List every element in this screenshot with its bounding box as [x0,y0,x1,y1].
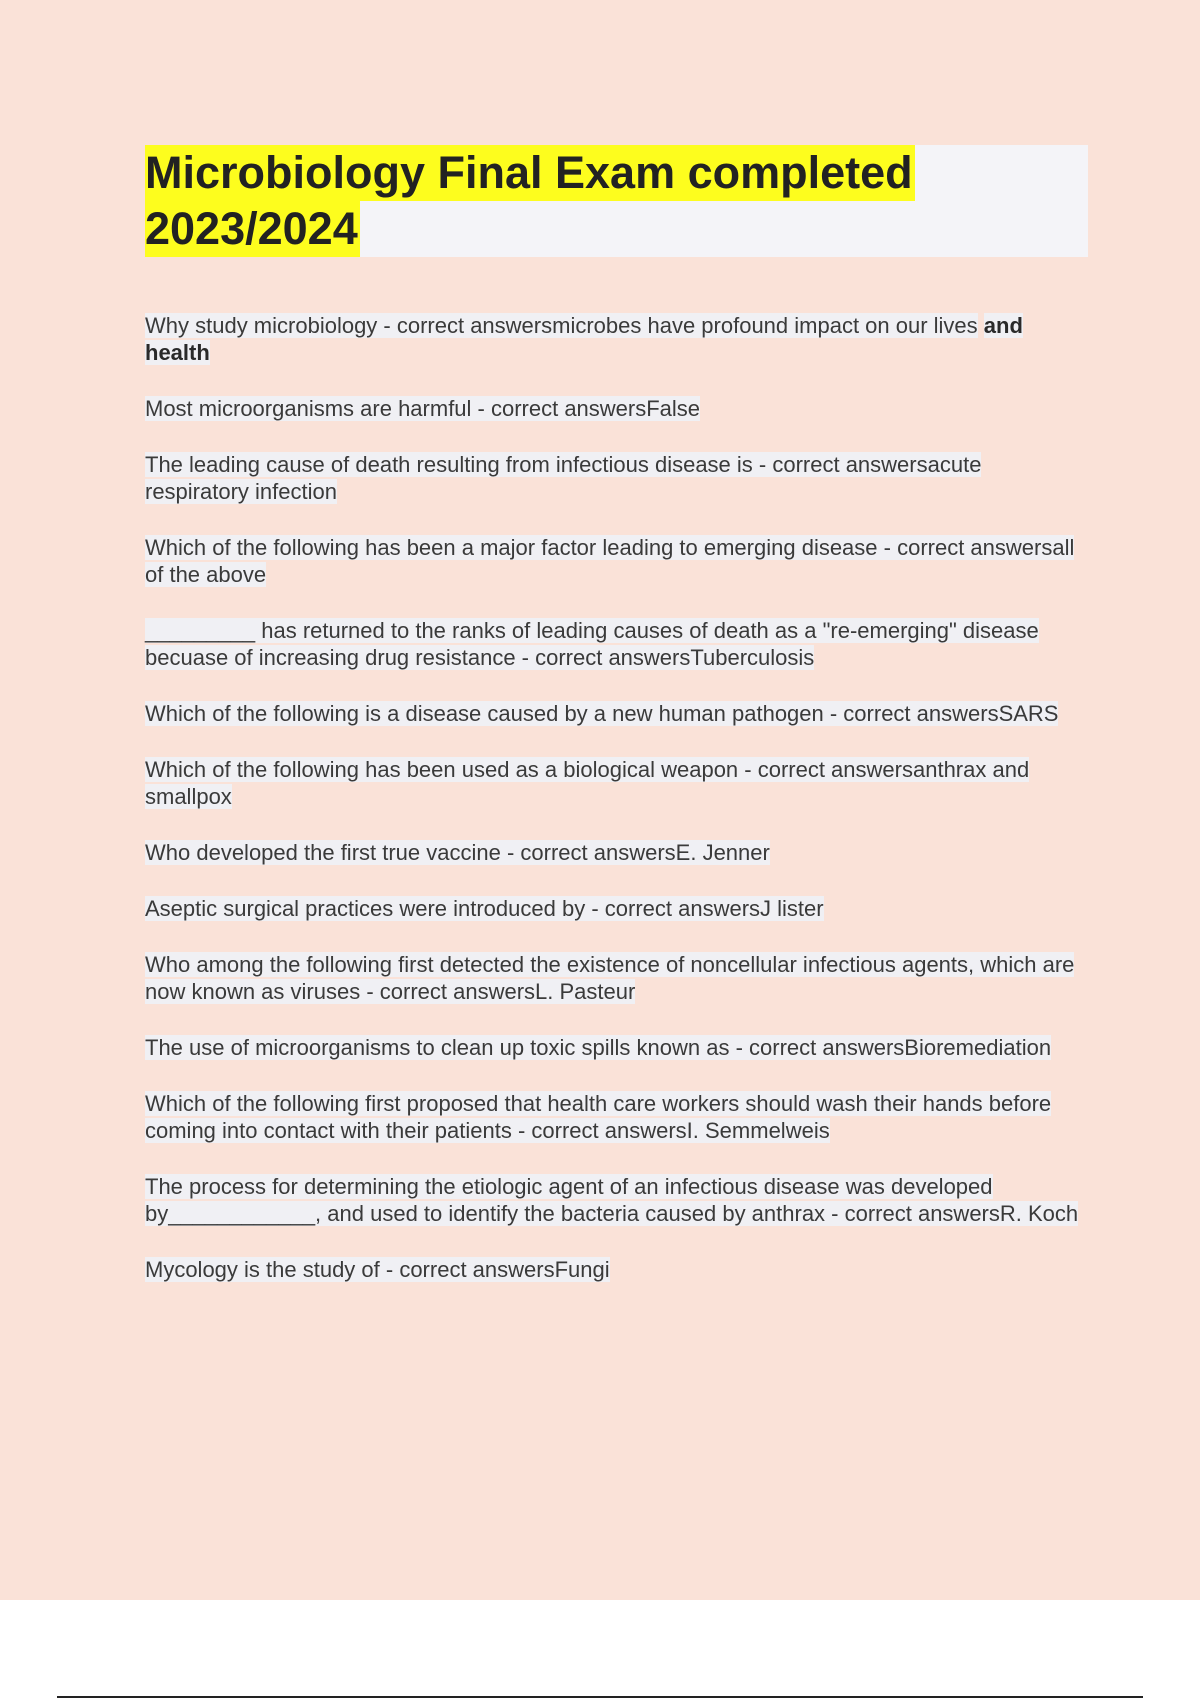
document-title-line-1: Microbiology Final Exam completed [145,145,915,201]
qa-item [145,1034,1080,1061]
qa-item [145,700,1080,727]
qa-item [145,395,1080,422]
qa-item [145,895,1080,922]
qa-item [145,617,1080,671]
qa-text: Which of the following first proposed that health care workers should wash their hands before coming into contact with their patients - correct answersI. Semmelweis [145,1091,1052,1143]
qa-list [145,312,1080,1312]
qa-item [145,839,1080,866]
qa-bold-text: and health [145,313,1023,365]
qa-text: Aseptic surgical practices were introduced by - correct answersJ lister [145,896,824,921]
qa-text: The leading cause of death resulting from infectious disease is - correct answersacute respiratory infection [145,452,982,504]
qa-item [145,534,1080,588]
footer-rule [57,1696,1143,1698]
qa-text: Why study microbiology - correct answersmicrobes have profound impact on our lives [145,313,978,338]
qa-text: Which of the following has been a major factor leading to emerging disease - correct answersall of the above [145,535,1075,587]
qa-item [145,1090,1080,1144]
qa-item [145,1256,1080,1283]
qa-text: Which of the following is a disease caused by a new human pathogen - correct answersSARS [145,701,1059,726]
qa-text: Who among the following first detected the existence of noncellular infectious agents, which are now known as viruses - correct answersL. Pasteur [145,952,1075,1004]
document-title-line-2: 2023/2024 [145,201,360,257]
qa-item [145,756,1080,810]
qa-text: Most microorganisms are harmful - correct answersFalse [145,396,701,421]
qa-item [145,312,1080,366]
qa-text: Mycology is the study of - correct answersFungi [145,1257,610,1282]
qa-item [145,951,1080,1005]
qa-text: The process for determining the etiologic agent of an infectious disease was developed by____________, and used to identify the bacteria caused by anthrax - correct answersR. Koch [145,1174,1079,1226]
qa-text: _________ has returned to the ranks of leading causes of death as a "re-emerging" disease becuase of increasing drug resistance - correct answersTuberculosis [145,618,1039,670]
qa-item [145,1173,1080,1227]
qa-item [145,451,1080,505]
qa-text: Who developed the first true vaccine - correct answersE. Jenner [145,840,770,865]
qa-text: Which of the following has been used as a biological weapon - correct answersanthrax and smallpox [145,757,1030,809]
qa-text: The use of microorganisms to clean up toxic spills known as - correct answersBioremediation [145,1035,1052,1060]
